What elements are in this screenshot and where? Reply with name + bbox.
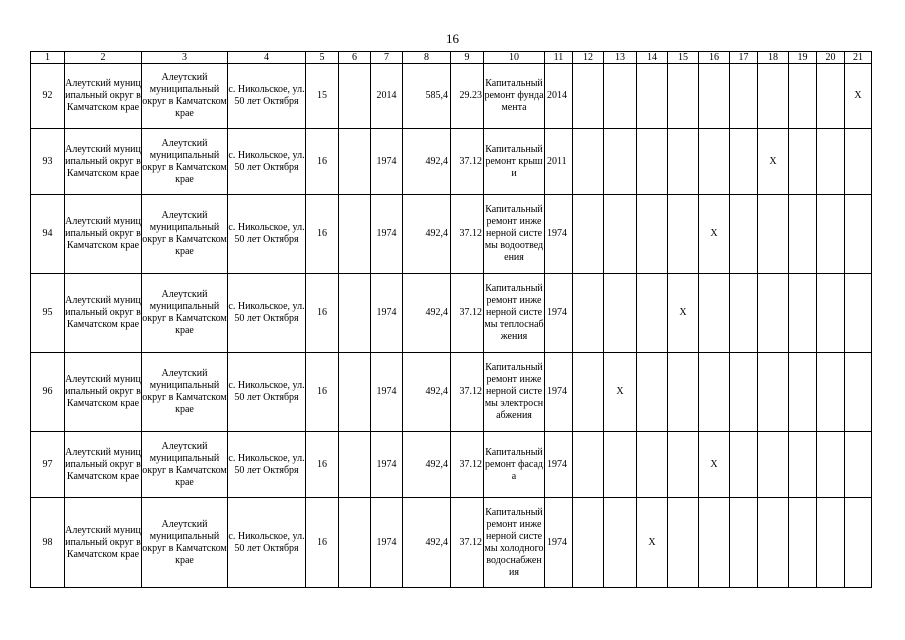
- column-header: 12: [573, 52, 604, 64]
- mark-cell: [817, 274, 845, 353]
- table-row: [31, 195, 872, 274]
- mark-cell: [573, 274, 604, 353]
- mark-cell: [730, 353, 758, 432]
- work-type-cell: Капитальный ремонт инженерной системы теплоснабжения: [484, 274, 545, 353]
- mark-cell: [817, 129, 845, 195]
- building-cell: [339, 498, 371, 588]
- mark-cell: [573, 353, 604, 432]
- house-number-cell: 16: [306, 274, 339, 353]
- column-header: 6: [339, 52, 371, 64]
- work-type-cell: Капитальный ремонт инженерной системы холодного водоснабжения: [484, 498, 545, 588]
- column-header: 17: [730, 52, 758, 64]
- row-number-cell: 98: [31, 498, 65, 588]
- row-number-cell: 97: [31, 432, 65, 498]
- wear-cell: 37.12: [451, 129, 484, 195]
- address-cell: с. Никольское, ул. 50 лет Октября: [228, 274, 306, 353]
- mark-cell: [604, 195, 637, 274]
- house-number-cell: 16: [306, 432, 339, 498]
- mark-cell: [573, 432, 604, 498]
- column-header: 7: [371, 52, 403, 64]
- wear-cell: 37.12: [451, 432, 484, 498]
- mark-cell: [789, 64, 817, 129]
- column-header: 13: [604, 52, 637, 64]
- column-header: 8: [403, 52, 451, 64]
- mark-cell: [604, 432, 637, 498]
- table-row: [31, 274, 872, 353]
- owner-cell: Алеутский муниципальный округ в Камчатском крае: [142, 353, 228, 432]
- year-cell: 1974: [371, 353, 403, 432]
- column-header: 4: [228, 52, 306, 64]
- column-header: 19: [789, 52, 817, 64]
- column-header: 10: [484, 52, 545, 64]
- mark-cell: X: [637, 498, 668, 588]
- mark-cell: [699, 498, 730, 588]
- mark-cell: X: [699, 432, 730, 498]
- wear-cell: 29.23: [451, 64, 484, 129]
- mark-cell: [789, 195, 817, 274]
- table-row: [31, 353, 872, 432]
- house-number-cell: 16: [306, 353, 339, 432]
- building-cell: [339, 432, 371, 498]
- mark-cell: [668, 64, 699, 129]
- mark-cell: [604, 498, 637, 588]
- building-cell: [339, 353, 371, 432]
- address-cell: с. Никольское, ул. 50 лет Октября: [228, 353, 306, 432]
- area-cell: 492,4: [403, 274, 451, 353]
- header-row: [31, 52, 872, 64]
- owner-cell: Алеутский муниципальный округ в Камчатском крае: [142, 498, 228, 588]
- column-header: 11: [545, 52, 573, 64]
- table-row: [31, 129, 872, 195]
- mark-cell: [699, 64, 730, 129]
- mark-cell: [668, 353, 699, 432]
- municipality-cell: Алеутский муниципальный округ в Камчатском крае: [65, 64, 142, 129]
- column-header: 18: [758, 52, 789, 64]
- work-type-cell: Капитальный ремонт инженерной системы водоотведения: [484, 195, 545, 274]
- wear-cell: 37.12: [451, 353, 484, 432]
- owner-cell: Алеутский муниципальный округ в Камчатском крае: [142, 64, 228, 129]
- column-header: 15: [668, 52, 699, 64]
- work-type-cell: Капитальный ремонт инженерной системы электроснабжения: [484, 353, 545, 432]
- mark-cell: [730, 129, 758, 195]
- last-repair-year-cell: 1974: [545, 195, 573, 274]
- mark-cell: [637, 129, 668, 195]
- year-cell: 2014: [371, 64, 403, 129]
- area-cell: 492,4: [403, 129, 451, 195]
- mark-cell: [668, 195, 699, 274]
- mark-cell: [758, 498, 789, 588]
- row-number-cell: 93: [31, 129, 65, 195]
- mark-cell: [637, 353, 668, 432]
- building-cell: [339, 274, 371, 353]
- column-header: 9: [451, 52, 484, 64]
- mark-cell: [730, 498, 758, 588]
- mark-cell: [637, 432, 668, 498]
- mark-cell: [789, 353, 817, 432]
- municipality-cell: Алеутский муниципальный округ в Камчатском крае: [65, 432, 142, 498]
- column-header: 16: [699, 52, 730, 64]
- mark-cell: [604, 64, 637, 129]
- wear-cell: 37.12: [451, 195, 484, 274]
- municipality-cell: Алеутский муниципальный округ в Камчатском крае: [65, 274, 142, 353]
- building-cell: [339, 64, 371, 129]
- owner-cell: Алеутский муниципальный округ в Камчатском крае: [142, 274, 228, 353]
- mark-cell: [817, 353, 845, 432]
- mark-cell: [573, 129, 604, 195]
- last-repair-year-cell: 1974: [545, 498, 573, 588]
- area-cell: 492,4: [403, 432, 451, 498]
- mark-cell: [668, 498, 699, 588]
- last-repair-year-cell: 2014: [545, 64, 573, 129]
- mark-cell: [730, 64, 758, 129]
- mark-cell: [637, 195, 668, 274]
- wear-cell: 37.12: [451, 498, 484, 588]
- row-number-cell: 95: [31, 274, 65, 353]
- house-number-cell: 16: [306, 195, 339, 274]
- building-cell: [339, 129, 371, 195]
- last-repair-year-cell: 1974: [545, 274, 573, 353]
- mark-cell: [730, 195, 758, 274]
- mark-cell: [817, 498, 845, 588]
- year-cell: 1974: [371, 432, 403, 498]
- year-cell: 1974: [371, 274, 403, 353]
- mark-cell: [758, 195, 789, 274]
- work-type-cell: Капитальный ремонт крыши: [484, 129, 545, 195]
- mark-cell: [845, 353, 872, 432]
- mark-cell: [573, 498, 604, 588]
- mark-cell: [845, 498, 872, 588]
- mark-cell: [845, 129, 872, 195]
- mark-cell: [604, 274, 637, 353]
- mark-cell: [573, 195, 604, 274]
- mark-cell: X: [604, 353, 637, 432]
- address-cell: с. Никольское, ул. 50 лет Октября: [228, 64, 306, 129]
- mark-cell: [637, 274, 668, 353]
- row-number-cell: 96: [31, 353, 65, 432]
- house-number-cell: 16: [306, 129, 339, 195]
- address-cell: с. Никольское, ул. 50 лет Октября: [228, 195, 306, 274]
- address-cell: с. Никольское, ул. 50 лет Октября: [228, 129, 306, 195]
- column-header: 20: [817, 52, 845, 64]
- table-body: [31, 52, 872, 588]
- mark-cell: [637, 64, 668, 129]
- mark-cell: [845, 195, 872, 274]
- mark-cell: [845, 274, 872, 353]
- mark-cell: X: [699, 195, 730, 274]
- mark-cell: [699, 129, 730, 195]
- year-cell: 1974: [371, 129, 403, 195]
- mark-cell: [730, 432, 758, 498]
- mark-cell: [668, 432, 699, 498]
- column-header: 1: [31, 52, 65, 64]
- column-header: 14: [637, 52, 668, 64]
- mark-cell: [817, 432, 845, 498]
- area-cell: 492,4: [403, 353, 451, 432]
- municipality-cell: Алеутский муниципальный округ в Камчатском крае: [65, 498, 142, 588]
- last-repair-year-cell: 1974: [545, 432, 573, 498]
- mark-cell: [758, 274, 789, 353]
- area-cell: 492,4: [403, 498, 451, 588]
- address-cell: с. Никольское, ул. 50 лет Октября: [228, 498, 306, 588]
- data-table: [30, 51, 872, 588]
- table-row: [31, 64, 872, 129]
- area-cell: 585,4: [403, 64, 451, 129]
- house-number-cell: 15: [306, 64, 339, 129]
- mark-cell: [789, 274, 817, 353]
- mark-cell: X: [758, 129, 789, 195]
- column-header: 2: [65, 52, 142, 64]
- area-cell: 492,4: [403, 195, 451, 274]
- municipality-cell: Алеутский муниципальный округ в Камчатском крае: [65, 129, 142, 195]
- mark-cell: [789, 432, 817, 498]
- owner-cell: Алеутский муниципальный округ в Камчатском крае: [142, 432, 228, 498]
- mark-cell: [730, 274, 758, 353]
- table-row: [31, 432, 872, 498]
- mark-cell: [845, 432, 872, 498]
- building-cell: [339, 195, 371, 274]
- last-repair-year-cell: 2011: [545, 129, 573, 195]
- mark-cell: X: [668, 274, 699, 353]
- row-number-cell: 94: [31, 195, 65, 274]
- year-cell: 1974: [371, 498, 403, 588]
- work-type-cell: Капитальный ремонт фундамента: [484, 64, 545, 129]
- address-cell: с. Никольское, ул. 50 лет Октября: [228, 432, 306, 498]
- column-header: 5: [306, 52, 339, 64]
- mark-cell: [817, 195, 845, 274]
- mark-cell: [789, 129, 817, 195]
- column-header: 21: [845, 52, 872, 64]
- wear-cell: 37.12: [451, 274, 484, 353]
- mark-cell: [758, 64, 789, 129]
- owner-cell: Алеутский муниципальный округ в Камчатском крае: [142, 195, 228, 274]
- mark-cell: [789, 498, 817, 588]
- house-number-cell: 16: [306, 498, 339, 588]
- mark-cell: [668, 129, 699, 195]
- mark-cell: [817, 64, 845, 129]
- column-header: 3: [142, 52, 228, 64]
- mark-cell: [758, 432, 789, 498]
- mark-cell: [699, 353, 730, 432]
- table-row: [31, 498, 872, 588]
- mark-cell: [699, 274, 730, 353]
- page-number: 16: [446, 31, 459, 46]
- owner-cell: Алеутский муниципальный округ в Камчатском крае: [142, 129, 228, 195]
- municipality-cell: Алеутский муниципальный округ в Камчатском крае: [65, 353, 142, 432]
- mark-cell: [604, 129, 637, 195]
- year-cell: 1974: [371, 195, 403, 274]
- work-type-cell: Капитальный ремонт фасада: [484, 432, 545, 498]
- municipality-cell: Алеутский муниципальный округ в Камчатском крае: [65, 195, 142, 274]
- mark-cell: [758, 353, 789, 432]
- mark-cell: X: [845, 64, 872, 129]
- last-repair-year-cell: 1974: [545, 353, 573, 432]
- mark-cell: [573, 64, 604, 129]
- row-number-cell: 92: [31, 64, 65, 129]
